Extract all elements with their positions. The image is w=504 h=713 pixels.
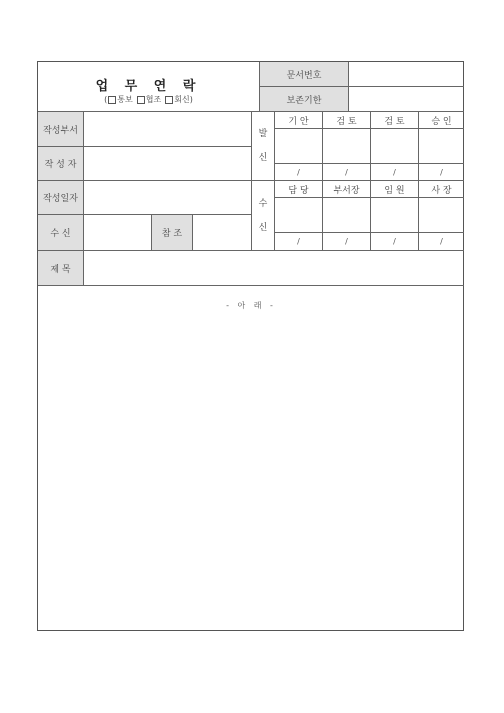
subject-label: 제 목 [38,251,83,285]
recipient-field[interactable] [84,215,151,250]
recv-role-executive: 임 원 [384,185,405,196]
send-role-draft: 기 안 [288,116,309,127]
recv-date-3[interactable]: / [393,237,396,246]
send-role-review-1: 검 토 [336,116,357,127]
send-label-top: 발 [258,129,268,139]
dept-label: 작성부서 [38,112,83,146]
send-sign-box-2[interactable] [323,129,370,163]
writer-field[interactable] [84,147,251,180]
form-type-options [38,88,259,110]
subject-field[interactable] [84,251,464,285]
send-section-label [252,112,274,180]
send-date-2[interactable]: / [345,167,348,177]
recv-sign-box-1[interactable] [275,198,322,232]
grid-line [274,197,464,198]
recv-date-4[interactable]: / [440,237,443,246]
option-notice-label: 통보 [117,94,133,104]
cc-field[interactable] [193,215,251,250]
checkbox-cooperation[interactable] [137,96,145,104]
date-label: 작성일자 [38,181,83,214]
grid-line [83,111,84,285]
doc-number-field[interactable] [349,62,464,86]
recv-sign-box-2[interactable] [323,198,370,232]
grid-line [259,62,260,111]
send-sign-box-1[interactable] [275,129,322,163]
recv-role-manager: 부서장 [333,185,360,196]
retention-field[interactable] [349,87,464,111]
date-field[interactable] [84,181,251,214]
recv-date-2[interactable]: / [345,237,348,246]
grid-line [151,214,152,250]
options-close-paren: ) [189,94,193,104]
dept-field[interactable] [84,112,251,146]
send-role-review-2: 검 토 [384,116,405,127]
send-label-bottom: 신 [258,153,268,163]
receive-section-label [252,181,274,250]
receive-label-bottom: 신 [258,222,268,233]
grid-line [274,232,464,233]
grid-line [370,111,371,250]
grid-line [274,163,464,164]
doc-number-label: 문서번호 [260,62,348,86]
grid-line [274,111,275,250]
grid-line [38,250,464,251]
body-notice: - 아 래 - [226,300,276,310]
recv-role-staff: 담 당 [288,185,309,196]
send-date-3[interactable]: / [393,167,396,177]
option-cooperation-label: 협조 [145,94,162,104]
checkbox-notice[interactable] [108,96,116,104]
recipient-label: 수 신 [38,215,83,250]
recv-sign-box-4[interactable] [419,198,464,232]
checkbox-reply[interactable] [165,96,173,104]
send-role-approve: 승 인 [431,116,452,127]
recv-date-1[interactable]: / [297,237,300,246]
recv-sign-box-3[interactable] [371,198,418,232]
grid-line [192,214,193,250]
send-sign-box-4[interactable] [419,129,464,163]
option-reply-label: 회신 [174,94,190,104]
writer-label: 작 성 자 [38,147,83,180]
grid-line [348,62,349,111]
retention-label: 보존기한 [260,87,348,111]
recv-role-president: 사 장 [431,185,452,196]
grid-line [260,86,464,87]
business-memo-form [37,61,464,631]
send-sign-box-3[interactable] [371,129,418,163]
grid-line [274,128,464,129]
grid-line [322,111,323,250]
grid-line [38,214,252,215]
send-date-1[interactable]: / [297,167,300,177]
grid-line [38,285,464,286]
options-open-paren: ( [104,94,108,104]
grid-line [418,111,419,250]
form-title: 업 무 연 락 [95,78,202,94]
grid-line [38,146,252,147]
receive-label-top: 수 [258,198,268,209]
send-date-4[interactable]: / [440,167,443,177]
body-content-area[interactable] [38,286,464,630]
grid-line [251,111,252,250]
cc-label: 참 조 [152,215,192,250]
